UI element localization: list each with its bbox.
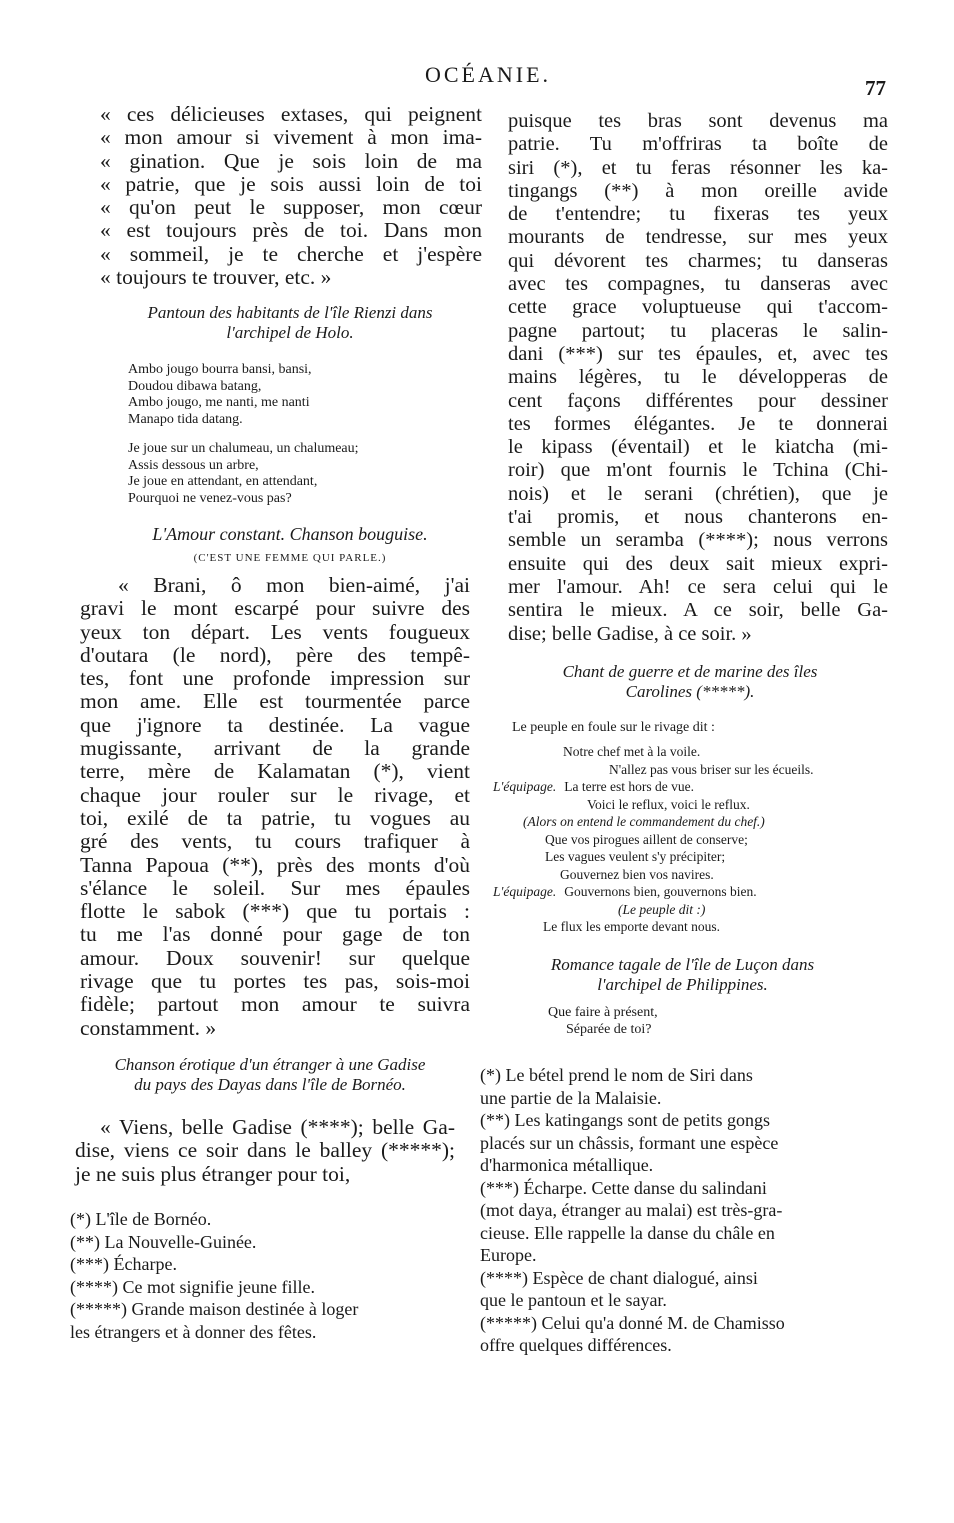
text-line: fidèle; partout mon amour te suivra — [80, 992, 470, 1017]
text-line: pagne partout; tu placeras le salin- — [508, 319, 888, 342]
verse-line — [493, 778, 883, 796]
pantoun-title — [95, 303, 485, 343]
verse-line — [493, 796, 883, 814]
text-line: « est toujours près de toi. Dans mon — [100, 218, 482, 243]
text-line: tes, font une profonde impression sur — [80, 666, 470, 691]
text-line: du pays des Dayas dans l'île de Bornéo. — [134, 1075, 406, 1094]
text-line: mourants de tendresse, sur mes yeux — [508, 226, 888, 249]
text-line: gré des vents, tu cours trafiquer à — [80, 829, 470, 854]
chanson-title — [75, 1055, 465, 1095]
text-line: (****) Espèce de chant dialogué, ainsi — [480, 1267, 758, 1288]
text-line: t'ai promis, et nous chanterons en- — [508, 506, 888, 529]
verse-line — [493, 918, 883, 936]
amour-title: L'Amour constant. Chanson bouguise. — [152, 524, 428, 544]
text-line: « Brani, ô mon bien-aimé, j'ai — [118, 573, 470, 597]
verse-line — [493, 743, 883, 761]
text-line: terre, mère de Kalamatan (*), vient — [80, 759, 470, 784]
text-line: « gination. Que je sois loin de ma — [100, 148, 482, 173]
verse-text: N'allez pas vous briser sur les écueils. — [609, 761, 814, 777]
text-line: dise, viens ce soir dans le balley (*****); — [75, 1138, 455, 1163]
chant-title — [505, 662, 875, 702]
right-footnotes — [480, 1064, 865, 1357]
pantoun-verse-2 — [128, 441, 458, 507]
text-line: tingangs (**) à mon oreille avide — [508, 179, 888, 202]
verse-line — [493, 901, 883, 919]
text-line: patrie. Tu m'offriras ta boîte de — [508, 133, 888, 156]
text-line: que j'ignore ta destinée. La vague — [80, 712, 470, 737]
text-line: Pantoun des habitants de l'île Rienzi dans — [147, 303, 433, 322]
chant-intro: Le peuple en foule sur le rivage dit : — [512, 720, 715, 735]
verse-text: Que vos pirogues aillent de conserve; — [545, 831, 748, 847]
text-line: semble un seramba (****); nous verrons — [508, 529, 888, 552]
text-line: Que faire à présent, — [548, 1005, 658, 1020]
text-line: (***) Écharpe. Cette danse du salindani — [480, 1177, 767, 1198]
text-line: (*) Le bétel prend le nom de Siri dans — [480, 1065, 753, 1085]
romance-title — [495, 955, 870, 995]
brani-paragraph — [80, 574, 470, 1040]
text-line: Ambo jougo, me nanti, me nanti — [128, 395, 310, 410]
text-line: placés sur un châssis, formant une espèce — [480, 1132, 779, 1153]
text-line: Manapo tida datang. — [128, 411, 243, 427]
text-line: Ambo jougo bourra bansi, bansi, — [128, 362, 312, 377]
romance-verse — [548, 1005, 848, 1038]
text-line: Tanna Papoua (**), près des monts d'où — [80, 852, 470, 877]
text-line: Je joue en attendant, en attendant, — [128, 474, 318, 489]
text-line: l'archipel de Holo. — [226, 323, 354, 342]
page-number: 77 — [865, 76, 886, 100]
text-line: « toujours te trouver, etc. » — [100, 265, 332, 290]
verse-text: Voici le reflux, voici le reflux. — [587, 796, 750, 812]
text-line: (**) La Nouvelle-Guinée. — [70, 1231, 257, 1252]
text-line: nois) et le serani (chrétien), que je — [508, 482, 888, 505]
text-line: cieuse. Elle rappelle la danse du châle en — [480, 1222, 775, 1243]
text-line: je ne suis plus étranger pour toi, — [75, 1161, 351, 1186]
text-line: Carolines (*****). — [625, 682, 755, 701]
text-line: qui dévorent tes charmes; tu danseras — [508, 249, 888, 272]
text-line: flotte le sabok (***) que tu portais : — [80, 899, 470, 924]
verse-text: Gouvernons bien, gouvernons bien. — [564, 884, 757, 899]
text-line: (****) Ce mot signifie jeune fille. — [70, 1276, 315, 1297]
text-line: (*****) Celui qu'a donné M. de Chamisso — [480, 1312, 785, 1333]
verse-line — [493, 831, 883, 849]
text-line: cette grace voluptueuse qui t'accom- — [508, 296, 888, 319]
verse-line — [493, 883, 883, 901]
text-line: yeux ton départ. Les vents fougueux — [80, 619, 470, 644]
text-line: Europe. — [480, 1245, 537, 1265]
text-line: « Viens, belle Gadise (****); belle Ga- — [100, 1115, 455, 1139]
text-line: amour. Doux souvenir! sur quelque — [80, 945, 470, 970]
text-line: toi, exilé de ta patrie, tu vogues au — [80, 805, 470, 830]
text-line: de t'entendre; tu fixeras tes yeux — [508, 203, 888, 226]
verse-text: Gouvernez bien vos navires. — [560, 866, 714, 882]
text-line: Pourquoi ne venez-vous pas? — [128, 490, 292, 506]
text-line: s'élance le soleil. Sur mes épaules — [80, 875, 470, 900]
verse-text: Notre chef met à la voile. — [563, 744, 701, 759]
text-line: Je joue sur un chalumeau, un chalumeau; — [128, 441, 359, 456]
chant-verse — [493, 743, 883, 936]
text-line: Chanson érotique d'un étranger à une Gadise — [114, 1055, 426, 1074]
text-line: Assis dessous un arbre, — [128, 457, 259, 473]
text-line: tes formes élégantes. Je te donnerai — [508, 412, 888, 435]
verse-text: La terre est hors de vue. — [564, 779, 694, 794]
running-title: OCÉANIE. — [425, 62, 552, 87]
text-line: le kipass (éventail) et le kiatcha (mi- — [508, 436, 888, 459]
text-line: d'outara (le nord), père des tempê- — [80, 642, 470, 667]
text-line: ensuite qui des deux sait mieux expri- — [508, 552, 888, 575]
pantoun-verse-1 — [128, 362, 458, 428]
text-line: mains légères, tu le développeras de — [508, 366, 888, 389]
text-line: Chant de guerre et de marine des îles — [562, 662, 818, 681]
verse-line — [493, 761, 883, 779]
viens-paragraph — [75, 1116, 455, 1186]
text-line: mon ame. Elle est tourmentée parce — [80, 689, 470, 714]
text-line: que le pantoun et le sayar. — [480, 1290, 667, 1310]
text-line: (*****) Grande maison destinée à loger — [70, 1299, 359, 1319]
verse-text: Les vagues veulent s'y précipiter; — [545, 849, 726, 864]
amour-subtitle: (C'EST UNE FEMME QUI PARLE.) — [193, 552, 387, 564]
text-line: Doudou dibawa batang, — [128, 378, 262, 394]
text-line: mugissante, arrivant de la grande — [80, 736, 470, 761]
text-line: sentira le mieux. A ce soir, belle Ga- — [508, 599, 888, 622]
text-line: chaque jour rouler sur le rivage, et — [80, 782, 470, 807]
text-line: (*) L'île de Bornéo. — [70, 1209, 212, 1229]
left-footnotes — [70, 1208, 452, 1343]
text-line: rivage que tu portes tes pas, sois-moi — [80, 969, 470, 994]
text-line: tu me l'as donné pour gage de ton — [80, 922, 470, 947]
text-line: d'harmonica métallique. — [480, 1155, 654, 1175]
text-line: cent façons différentes pour dessiner — [508, 389, 888, 412]
text-line: les étrangers et à donner des fêtes. — [70, 1321, 317, 1342]
text-line: offre quelques différences. — [480, 1335, 672, 1355]
text-line: l'archipel de Philippines. — [597, 975, 768, 994]
text-line: roir) que m'ont fournis le Tchina (Chi- — [508, 459, 888, 482]
text-line: siri (*), et tu feras résonner les ka- — [508, 156, 888, 179]
text-line: gravi le mont escarpé pour suivre des — [80, 596, 470, 621]
text-line: Séparée de toi? — [566, 1021, 652, 1037]
text-line: (**) Les katingangs sont de petits gongs — [480, 1110, 770, 1130]
text-line: dise; belle Gadise, à ce soir. » — [508, 622, 752, 645]
text-line: constamment. » — [80, 1015, 217, 1040]
text-line: (mot daya, étranger au malai) est très-gra- — [480, 1200, 783, 1220]
text-line: puisque tes bras sont devenus ma — [508, 110, 888, 132]
verse-text: (Alors on entend le commandement du chef.) — [523, 814, 765, 829]
text-line: « mon amour si vivement à mon ima- — [100, 125, 482, 150]
text-line: dani (***) sur tes épaules, et, avec tes — [508, 342, 888, 365]
verse-text: Le flux les emporte devant nous. — [543, 919, 720, 934]
text-line: mer l'amour. Ah! ce sera celui qui le — [508, 575, 888, 598]
verse-line — [493, 866, 883, 884]
text-line: avec tes compagnes, tu danseras avec — [508, 273, 888, 296]
verse-line — [493, 813, 883, 831]
speaker-label: L'équipage. — [493, 884, 557, 899]
text-line: Romance tagale de l'île de Luçon dans — [550, 955, 815, 974]
opening-paragraph — [100, 103, 482, 289]
text-line: une partie de la Malaisie. — [480, 1087, 662, 1108]
verse-text: (Le peuple dit :) — [618, 901, 706, 917]
verse-line — [493, 848, 883, 866]
continuation-paragraph — [508, 110, 888, 646]
text-line: « ces délicieuses extases, qui peignent — [100, 102, 482, 126]
text-line: (***) Écharpe. — [70, 1254, 177, 1274]
speaker-label: L'équipage. — [493, 779, 557, 794]
text-line: « qu'on peut le supposer, mon cœur — [100, 195, 482, 220]
text-line: « patrie, que je sois aussi loin de toi — [100, 171, 482, 196]
text-line: « sommeil, je te cherche et j'espère — [100, 241, 482, 266]
